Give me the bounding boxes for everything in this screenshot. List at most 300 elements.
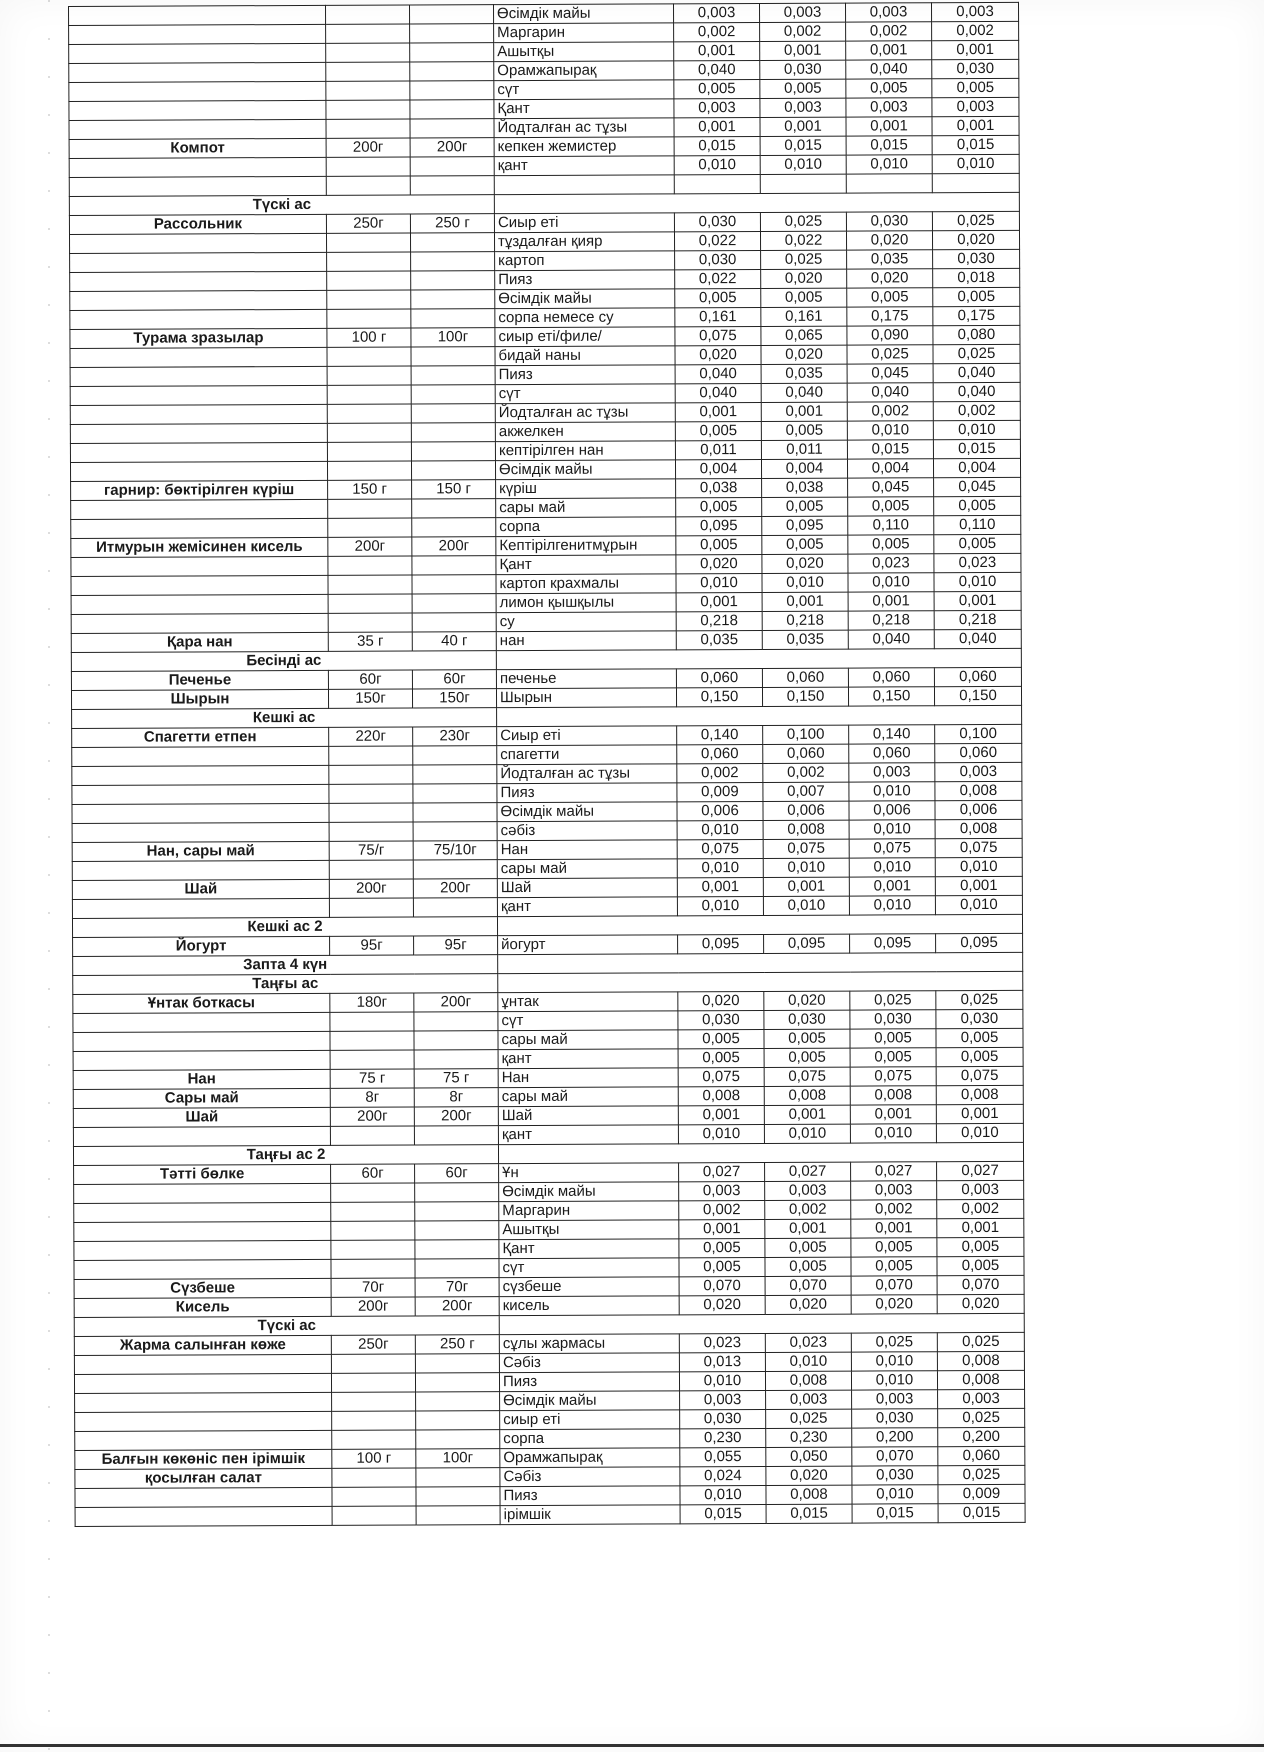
portion-weight-cell bbox=[411, 252, 495, 271]
quantity-cell: 0,015 bbox=[680, 1504, 766, 1523]
portion-weight-cell bbox=[331, 1240, 415, 1259]
quantity-cell: 0,020 bbox=[847, 269, 933, 288]
quantity-cell: 0,075 bbox=[677, 839, 763, 858]
quantity-cell: 0,025 bbox=[766, 1409, 852, 1428]
ingredient-name-cell: Ашытқы bbox=[499, 1220, 679, 1240]
quantity-cell: 0,010 bbox=[933, 420, 1020, 439]
quantity-cell: 0,025 bbox=[938, 1465, 1025, 1484]
section-blank-cell bbox=[497, 914, 1022, 935]
portion-weight-cell: 200г bbox=[414, 1107, 498, 1126]
portion-weight-cell bbox=[326, 62, 410, 81]
quantity-cell: 0,003 bbox=[760, 98, 846, 117]
quantity-cell: 0,003 bbox=[846, 98, 932, 117]
quantity-cell: 0,175 bbox=[933, 306, 1020, 325]
dish-name-cell bbox=[73, 1126, 330, 1146]
portion-weight-cell: 75 г bbox=[414, 1069, 498, 1088]
portion-weight-cell bbox=[326, 81, 410, 100]
portion-weight-cell: 150 г bbox=[412, 480, 496, 499]
ingredient-name-cell: сиыр еті bbox=[500, 1410, 680, 1430]
section-blank-cell bbox=[494, 192, 1019, 213]
quantity-cell: 0,095 bbox=[762, 516, 848, 535]
quantity-cell: 0,060 bbox=[848, 668, 934, 687]
quantity-cell: 0,008 bbox=[765, 1371, 851, 1390]
quantity-cell: 0,030 bbox=[675, 250, 761, 269]
dish-name-cell bbox=[71, 594, 328, 614]
portion-weight-cell: 8г bbox=[414, 1088, 498, 1107]
quantity-cell: 0,003 bbox=[759, 3, 845, 22]
quantity-cell: 0,013 bbox=[679, 1352, 765, 1371]
portion-weight-cell bbox=[327, 252, 411, 271]
dish-name-cell: Сары май bbox=[73, 1088, 330, 1108]
quantity-cell: 0,030 bbox=[936, 1009, 1023, 1028]
portion-weight-cell bbox=[413, 860, 497, 879]
portion-weight-cell bbox=[411, 347, 495, 366]
quantity-cell: 0,080 bbox=[933, 325, 1020, 344]
quantity-cell: 0,003 bbox=[766, 1390, 852, 1409]
quantity-cell: 0,025 bbox=[851, 1333, 937, 1352]
portion-weight-cell: 100г bbox=[416, 1449, 500, 1468]
ingredient-name-cell: Йодталған ас тұзы bbox=[497, 764, 677, 784]
dish-name-cell: Нан, сары май bbox=[72, 841, 329, 861]
portion-weight-cell bbox=[332, 1506, 416, 1525]
quantity-cell: 0,008 bbox=[766, 1485, 852, 1504]
ingredient-name-cell: Йодталған ас тұзы bbox=[494, 118, 674, 138]
ingredient-name-cell: қант bbox=[498, 1049, 678, 1069]
dish-name-cell bbox=[70, 385, 327, 405]
quantity-cell: 0,020 bbox=[932, 230, 1019, 249]
portion-weight-cell bbox=[412, 613, 496, 632]
dish-name-cell bbox=[71, 575, 328, 595]
quantity-cell: 0,020 bbox=[761, 269, 847, 288]
quantity-cell: 0,005 bbox=[761, 288, 847, 307]
quantity-cell: 0,040 bbox=[933, 382, 1020, 401]
quantity-cell: 0,040 bbox=[674, 60, 760, 79]
quantity-cell: 0,001 bbox=[678, 1105, 764, 1124]
quantity-cell: 0,009 bbox=[677, 782, 763, 801]
quantity-cell: 0,001 bbox=[932, 116, 1019, 135]
meal-section-title: Түскі ас bbox=[69, 195, 494, 216]
portion-weight-cell bbox=[411, 309, 495, 328]
quantity-cell: 0,001 bbox=[765, 1219, 851, 1238]
portion-weight-cell: 250г bbox=[331, 1335, 415, 1354]
ingredient-name-cell: Йодталған ас тұзы bbox=[495, 403, 675, 423]
portion-weight-cell bbox=[329, 765, 413, 784]
quantity-cell: 0,218 bbox=[676, 611, 762, 630]
dish-name-cell bbox=[73, 1050, 330, 1070]
quantity-cell: 0,020 bbox=[761, 345, 847, 364]
quantity-cell bbox=[932, 173, 1019, 192]
portion-weight-cell bbox=[329, 898, 413, 917]
quantity-cell: 0,025 bbox=[937, 1332, 1024, 1351]
portion-weight-cell bbox=[332, 1468, 416, 1487]
quantity-cell: 0,075 bbox=[678, 1067, 764, 1086]
quantity-cell: 0,008 bbox=[935, 819, 1022, 838]
ingredient-name-cell: Орамжапырақ bbox=[494, 61, 674, 81]
quantity-cell: 0,006 bbox=[677, 801, 763, 820]
quantity-cell: 0,161 bbox=[761, 307, 847, 326]
quantity-cell: 0,008 bbox=[937, 1351, 1024, 1370]
portion-weight-cell: 40 г bbox=[412, 632, 496, 651]
portion-weight-cell: 60г bbox=[328, 670, 412, 689]
quantity-cell: 0,003 bbox=[680, 1390, 766, 1409]
portion-weight-cell bbox=[327, 309, 411, 328]
quantity-cell: 0,010 bbox=[677, 896, 763, 915]
quantity-cell: 0,015 bbox=[674, 136, 760, 155]
dish-name-cell: Кисель bbox=[74, 1297, 331, 1317]
portion-weight-cell: 200г bbox=[412, 537, 496, 556]
portion-weight-cell: 75/г bbox=[329, 841, 413, 860]
menu-table-body bbox=[69, 2, 1026, 1526]
portion-weight-cell bbox=[331, 1354, 415, 1373]
dish-name-cell bbox=[69, 81, 326, 101]
quantity-cell: 0,010 bbox=[760, 155, 846, 174]
quantity-cell: 0,060 bbox=[934, 667, 1021, 686]
quantity-cell bbox=[760, 174, 846, 193]
portion-weight-cell bbox=[328, 613, 412, 632]
ingredient-name-cell: сүт bbox=[494, 80, 674, 100]
portion-weight-cell bbox=[329, 822, 413, 841]
portion-weight-cell bbox=[413, 822, 497, 841]
dish-name-cell: Тәтті бөлке bbox=[74, 1164, 331, 1184]
quantity-cell: 0,010 bbox=[763, 896, 849, 915]
quantity-cell: 0,001 bbox=[677, 877, 763, 896]
dish-name-cell bbox=[72, 860, 329, 880]
quantity-cell: 0,023 bbox=[848, 554, 934, 573]
quantity-cell: 0,035 bbox=[762, 630, 848, 649]
quantity-cell: 0,001 bbox=[760, 117, 846, 136]
quantity-cell: 0,001 bbox=[932, 40, 1019, 59]
quantity-cell: 0,005 bbox=[937, 1237, 1024, 1256]
quantity-cell: 0,005 bbox=[936, 1028, 1023, 1047]
portion-weight-cell: 150г bbox=[412, 689, 496, 708]
quantity-cell: 0,005 bbox=[934, 496, 1021, 515]
portion-weight-cell bbox=[415, 1183, 499, 1202]
portion-weight-cell bbox=[329, 860, 413, 879]
ingredient-name-cell: Орамжапырақ bbox=[500, 1448, 680, 1468]
portion-weight-cell bbox=[411, 461, 495, 480]
quantity-cell: 0,022 bbox=[674, 231, 760, 250]
quantity-cell: 0,010 bbox=[762, 573, 848, 592]
quantity-cell: 0,005 bbox=[678, 1048, 764, 1067]
dish-name-cell bbox=[74, 1183, 331, 1203]
dish-name-cell: Компот bbox=[69, 138, 326, 158]
dish-name-cell bbox=[71, 613, 328, 633]
quantity-cell: 0,005 bbox=[676, 535, 762, 554]
quantity-cell: 0,005 bbox=[932, 78, 1019, 97]
quantity-cell: 0,002 bbox=[760, 22, 846, 41]
dish-name-cell bbox=[70, 423, 327, 443]
ingredient-name-cell: Өсімдік майы bbox=[495, 460, 675, 480]
portion-weight-cell bbox=[327, 404, 411, 423]
dish-name-cell bbox=[72, 784, 329, 804]
ingredient-name-cell: Өсімдік майы bbox=[497, 802, 677, 822]
quantity-cell: 0,005 bbox=[679, 1257, 765, 1276]
quantity-cell: 0,095 bbox=[676, 516, 762, 535]
portion-weight-cell bbox=[328, 556, 412, 575]
ingredient-name-cell: Маргарин bbox=[499, 1201, 679, 1221]
quantity-cell: 0,006 bbox=[935, 800, 1022, 819]
quantity-cell: 0,003 bbox=[935, 762, 1022, 781]
ingredient-name-cell: лимон қышқылы bbox=[496, 593, 676, 613]
portion-weight-cell bbox=[327, 347, 411, 366]
dish-name-cell bbox=[69, 176, 326, 196]
quantity-cell: 0,015 bbox=[938, 1503, 1025, 1522]
quantity-cell: 0,009 bbox=[938, 1484, 1025, 1503]
quantity-cell: 0,015 bbox=[847, 440, 933, 459]
quantity-cell: 0,161 bbox=[675, 307, 761, 326]
portion-weight-cell bbox=[332, 1392, 416, 1411]
dish-name-cell: Ұнтак боткасы bbox=[73, 993, 330, 1013]
quantity-cell: 0,010 bbox=[852, 1485, 938, 1504]
portion-weight-cell bbox=[413, 803, 497, 822]
meal-section-title: Кешкі ас 2 bbox=[72, 917, 497, 938]
quantity-cell: 0,005 bbox=[760, 79, 846, 98]
ingredient-name-cell: Сиыр еті bbox=[497, 726, 677, 746]
ingredient-name-cell: Шырын bbox=[496, 688, 676, 708]
dish-name-cell bbox=[71, 499, 328, 519]
portion-weight-cell bbox=[331, 1221, 415, 1240]
ingredient-name-cell: тұздалған қияр bbox=[494, 232, 674, 252]
quantity-cell: 0,002 bbox=[765, 1200, 851, 1219]
quantity-cell: 0,023 bbox=[679, 1333, 765, 1352]
portion-weight-cell: 200г bbox=[414, 993, 498, 1012]
portion-weight-cell: 60г bbox=[415, 1164, 499, 1183]
quantity-cell: 0,015 bbox=[846, 136, 932, 155]
portion-weight-cell bbox=[413, 898, 497, 917]
meal-section-title: Кешкі ас bbox=[72, 708, 497, 729]
quantity-cell: 0,030 bbox=[764, 1010, 850, 1029]
ingredient-name-cell: акжелкен bbox=[495, 422, 675, 442]
dish-name-cell bbox=[69, 5, 326, 25]
quantity-cell: 0,030 bbox=[678, 1010, 764, 1029]
ingredient-name-cell: бидай наны bbox=[495, 346, 675, 366]
quantity-cell: 0,230 bbox=[766, 1428, 852, 1447]
quantity-cell: 0,020 bbox=[678, 991, 764, 1010]
portion-weight-cell bbox=[327, 423, 411, 442]
quantity-cell: 0,200 bbox=[852, 1428, 938, 1447]
meal-section-title: Таңғы ас bbox=[73, 974, 498, 995]
quantity-cell: 0,027 bbox=[765, 1162, 851, 1181]
quantity-cell: 0,002 bbox=[763, 763, 849, 782]
dish-name-cell bbox=[70, 347, 327, 367]
dish-name-cell: гарнир: бөктірілген күріш bbox=[71, 480, 328, 500]
ingredient-name-cell: Пияз bbox=[499, 1372, 679, 1392]
quantity-cell: 0,001 bbox=[935, 876, 1022, 895]
quantity-cell: 0,025 bbox=[760, 212, 846, 231]
quantity-cell: 0,040 bbox=[846, 60, 932, 79]
ingredient-name-cell: сәбіз bbox=[497, 821, 677, 841]
portion-weight-cell bbox=[411, 271, 495, 290]
quantity-cell: 0,110 bbox=[934, 515, 1021, 534]
meal-section-title: Бесінді ас bbox=[71, 651, 496, 672]
quantity-cell: 0,010 bbox=[677, 820, 763, 839]
quantity-cell: 0,050 bbox=[766, 1447, 852, 1466]
quantity-cell: 0,150 bbox=[762, 687, 848, 706]
portion-weight-cell bbox=[331, 1259, 415, 1278]
quantity-cell: 0,035 bbox=[761, 364, 847, 383]
quantity-cell: 0,005 bbox=[765, 1238, 851, 1257]
quantity-cell: 0,150 bbox=[934, 686, 1021, 705]
quantity-cell: 0,040 bbox=[675, 364, 761, 383]
quantity-cell: 0,075 bbox=[764, 1067, 850, 1086]
portion-weight-cell: 35 г bbox=[328, 632, 412, 651]
portion-weight-cell: 250 г bbox=[415, 1335, 499, 1354]
quantity-cell: 0,008 bbox=[937, 1370, 1024, 1389]
portion-weight-cell: 200г bbox=[329, 879, 413, 898]
portion-weight-cell bbox=[331, 1202, 415, 1221]
quantity-cell: 0,100 bbox=[935, 724, 1022, 743]
quantity-cell: 0,011 bbox=[675, 440, 761, 459]
quantity-cell: 0,001 bbox=[937, 1218, 1024, 1237]
portion-weight-cell: 200г bbox=[328, 537, 412, 556]
portion-weight-cell bbox=[331, 1373, 415, 1392]
dish-name-cell bbox=[70, 252, 327, 272]
portion-weight-cell: 75 г bbox=[330, 1069, 414, 1088]
portion-weight-cell bbox=[329, 784, 413, 803]
dish-name-cell bbox=[69, 24, 326, 44]
quantity-cell: 0,020 bbox=[762, 554, 848, 573]
meal-section-title: Запта 4 күн bbox=[73, 955, 498, 976]
ingredient-name-cell: сары май bbox=[498, 1030, 678, 1050]
portion-weight-cell bbox=[329, 803, 413, 822]
portion-weight-cell: 60г bbox=[412, 670, 496, 689]
dish-name-cell: Сүзбеше bbox=[74, 1278, 331, 1298]
quantity-cell: 0,003 bbox=[674, 98, 760, 117]
portion-weight-cell bbox=[416, 1468, 500, 1487]
portion-weight-cell: 150г bbox=[328, 689, 412, 708]
section-blank-cell bbox=[498, 1142, 1023, 1163]
ingredient-name-cell: картоп крахмалы bbox=[496, 574, 676, 594]
quantity-cell: 0,001 bbox=[850, 1105, 936, 1124]
dish-name-cell bbox=[70, 442, 327, 462]
ingredient-name-cell: Нан bbox=[497, 840, 677, 860]
portion-weight-cell bbox=[410, 62, 494, 81]
quantity-cell: 0,003 bbox=[931, 2, 1018, 21]
dish-name-cell bbox=[70, 366, 327, 386]
quantity-cell: 0,008 bbox=[935, 781, 1022, 800]
quantity-cell: 0,015 bbox=[766, 1504, 852, 1523]
quantity-cell: 0,005 bbox=[934, 534, 1021, 553]
quantity-cell: 0,003 bbox=[932, 97, 1019, 116]
quantity-cell: 0,003 bbox=[845, 3, 931, 22]
quantity-cell: 0,003 bbox=[937, 1180, 1024, 1199]
quantity-cell: 0,200 bbox=[938, 1427, 1025, 1446]
portion-weight-cell bbox=[416, 1392, 500, 1411]
quantity-cell: 0,005 bbox=[851, 1238, 937, 1257]
portion-weight-cell bbox=[409, 5, 493, 24]
dish-name-cell bbox=[74, 1221, 331, 1241]
portion-weight-cell bbox=[326, 24, 410, 43]
quantity-cell: 0,075 bbox=[763, 839, 849, 858]
dish-name-cell: Шай bbox=[72, 879, 329, 899]
ingredient-name-cell: спагетти bbox=[497, 745, 677, 765]
quantity-cell: 0,005 bbox=[761, 421, 847, 440]
portion-weight-cell bbox=[412, 556, 496, 575]
quantity-cell: 0,095 bbox=[764, 934, 850, 953]
quantity-cell: 0,005 bbox=[937, 1256, 1024, 1275]
portion-weight-cell: 230г bbox=[413, 727, 497, 746]
quantity-cell: 0,001 bbox=[848, 592, 934, 611]
quantity-cell: 0,001 bbox=[936, 1104, 1023, 1123]
ingredient-name-cell: Пияз bbox=[495, 365, 675, 385]
portion-weight-cell bbox=[411, 290, 495, 309]
portion-weight-cell bbox=[415, 1373, 499, 1392]
quantity-cell: 0,001 bbox=[851, 1219, 937, 1238]
quantity-cell: 0,005 bbox=[678, 1029, 764, 1048]
quantity-cell: 0,027 bbox=[679, 1162, 765, 1181]
section-blank-cell bbox=[498, 971, 1023, 992]
portion-weight-cell bbox=[327, 461, 411, 480]
quantity-cell: 0,001 bbox=[675, 402, 761, 421]
quantity-cell: 0,010 bbox=[848, 573, 934, 592]
portion-weight-cell bbox=[416, 1430, 500, 1449]
quantity-cell: 0,005 bbox=[850, 1048, 936, 1067]
quantity-cell: 0,040 bbox=[848, 630, 934, 649]
quantity-cell: 0,015 bbox=[760, 136, 846, 155]
quantity-cell: 0,025 bbox=[850, 991, 936, 1010]
quantity-cell: 0,218 bbox=[848, 611, 934, 630]
portion-weight-cell bbox=[411, 404, 495, 423]
ingredient-name-cell: ұнтак bbox=[498, 992, 678, 1012]
portion-weight-cell bbox=[411, 442, 495, 461]
ingredient-name-cell: Пияз bbox=[495, 270, 675, 290]
dish-name-cell: Спагетти етпен bbox=[72, 727, 329, 747]
portion-weight-cell bbox=[327, 271, 411, 290]
ingredient-name-cell: сорпа немесе су bbox=[495, 308, 675, 328]
quantity-cell: 0,005 bbox=[850, 1029, 936, 1048]
quantity-cell: 0,001 bbox=[760, 41, 846, 60]
quantity-cell: 0,045 bbox=[848, 478, 934, 497]
portion-weight-cell bbox=[410, 43, 494, 62]
quantity-cell: 0,038 bbox=[676, 478, 762, 497]
ingredient-name-cell: Қант bbox=[494, 99, 674, 119]
quantity-cell: 0,045 bbox=[934, 477, 1021, 496]
quantity-cell: 0,040 bbox=[934, 629, 1021, 648]
quantity-cell: 0,010 bbox=[763, 858, 849, 877]
quantity-cell: 0,020 bbox=[676, 554, 762, 573]
quantity-cell: 0,022 bbox=[675, 269, 761, 288]
dish-name-cell: Йогурт bbox=[73, 936, 330, 956]
quantity-cell: 0,040 bbox=[675, 383, 761, 402]
portion-weight-cell bbox=[412, 499, 496, 518]
ingredient-name-cell: Маргарин bbox=[494, 23, 674, 43]
portion-weight-cell bbox=[414, 1050, 498, 1069]
portion-weight-cell bbox=[410, 119, 494, 138]
quantity-cell: 0,002 bbox=[679, 1200, 765, 1219]
scan-margin-dots bbox=[48, 0, 50, 1752]
portion-weight-cell bbox=[327, 290, 411, 309]
portion-weight-cell bbox=[325, 5, 409, 24]
quantity-cell: 0,060 bbox=[762, 668, 848, 687]
quantity-cell: 0,003 bbox=[938, 1389, 1025, 1408]
quantity-cell: 0,010 bbox=[849, 896, 935, 915]
portion-weight-cell: 200г bbox=[331, 1297, 415, 1316]
quantity-cell: 0,003 bbox=[765, 1181, 851, 1200]
quantity-cell: 0,035 bbox=[676, 630, 762, 649]
quantity-cell: 0,010 bbox=[935, 857, 1022, 876]
quantity-cell: 0,060 bbox=[763, 744, 849, 763]
quantity-cell: 0,001 bbox=[674, 117, 760, 136]
menu-table bbox=[68, 2, 1026, 1527]
portion-weight-cell bbox=[330, 1126, 414, 1145]
quantity-cell: 0,070 bbox=[851, 1276, 937, 1295]
portion-weight-cell: 95г bbox=[330, 936, 414, 955]
quantity-cell: 0,005 bbox=[765, 1257, 851, 1276]
quantity-cell: 0,001 bbox=[846, 117, 932, 136]
portion-weight-cell: 200г bbox=[410, 138, 494, 157]
dish-name-cell bbox=[75, 1506, 332, 1526]
quantity-cell: 0,095 bbox=[850, 934, 936, 953]
